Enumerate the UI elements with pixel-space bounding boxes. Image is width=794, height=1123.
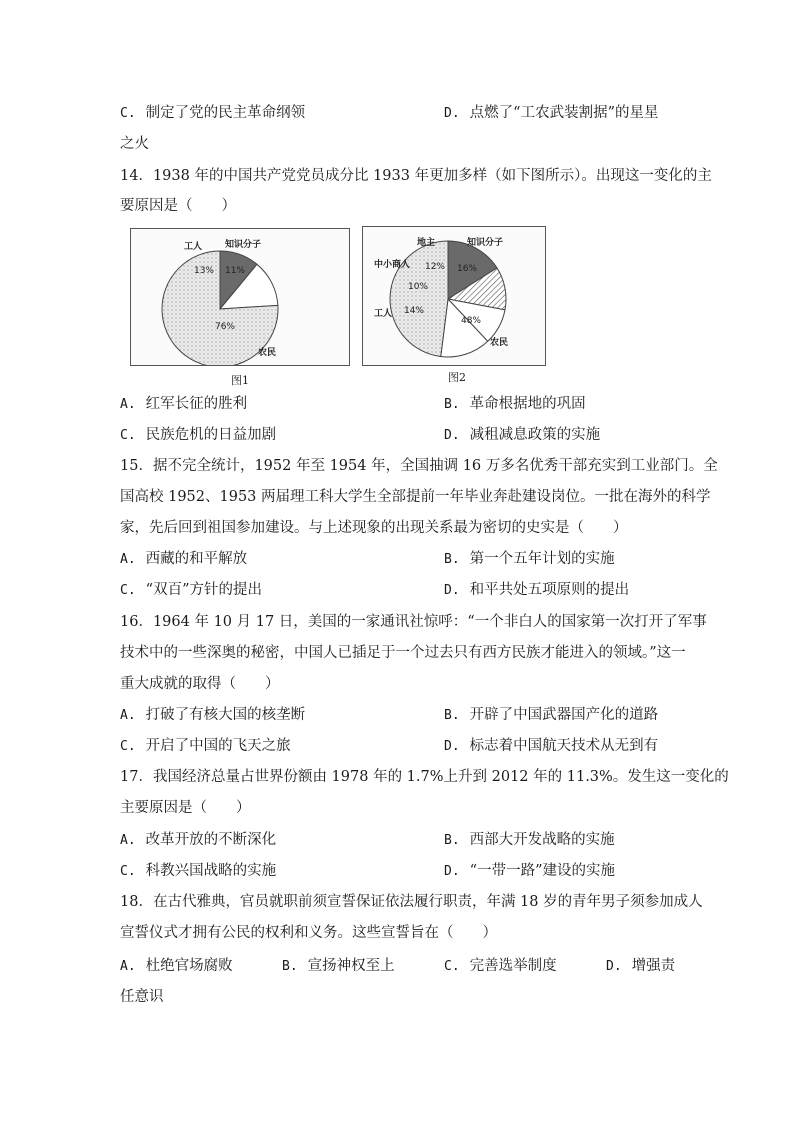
q13-option-d: [444, 103, 658, 124]
q14-option-b: [444, 394, 586, 415]
pie-percent-label: 12%: [424, 262, 446, 272]
option-text: 点燃了“工农武装割据”的星星: [469, 105, 659, 121]
q13-option-d-continuation: 之火: [120, 136, 149, 152]
q16-option-c: [120, 736, 291, 757]
option-text: “一带一路”建设的实施: [469, 863, 615, 879]
q17-stem-line-2: 主要原因是（ ）: [120, 800, 251, 816]
q16-stem-line-3: 重大成就的取得（ ）: [120, 676, 280, 692]
pie-category-label: 知识分子: [224, 240, 262, 250]
option-text: 打破了有核大国的核垄断: [145, 707, 306, 723]
q14-option-a: [120, 394, 247, 415]
option-letter: D.: [444, 106, 460, 121]
pie-percent-label: 11%: [224, 266, 246, 276]
option-letter: A.: [120, 959, 136, 974]
q17-option-b: [444, 830, 615, 851]
figure-1-box: [130, 228, 350, 366]
option-letter: D.: [606, 959, 622, 974]
q15-option-c: [120, 580, 262, 601]
option-text: 革命根据地的巩固: [469, 396, 586, 412]
q16-option-a: [120, 705, 305, 726]
option-letter: C.: [120, 739, 136, 754]
q15-option-a: [120, 549, 247, 570]
option-letter: D.: [444, 428, 460, 443]
q16-stem-line-2: 技术中的一些深奥的秘密，中国人已插足于一个过去只有西方民族才能进入的领域。”这一: [120, 645, 686, 661]
q14-stem-line-2: 要原因是（ ）: [120, 198, 236, 214]
q15-option-b: [444, 549, 615, 570]
option-text: 科教兴国战略的实施: [145, 863, 277, 879]
q18-stem-line-1: 18．在古代雅典，官员就职前须宣誓保证依法履行职责，年满 18 岁的青年男子须参加成人: [120, 894, 703, 910]
q16-stem-line-1: 16．1964 年 10 月 17 日，美国的一家通讯社惊呼：“一个非白人的国家第一次打开了军事: [120, 614, 707, 630]
pie-category-label: 知识分子: [466, 238, 504, 248]
option-text: 民族危机的日益加剧: [145, 427, 277, 443]
option-letter: C.: [120, 428, 136, 443]
option-text: 西藏的和平解放: [145, 551, 248, 567]
q15-stem-line-2: 国高校 1952、1953 两届理工科大学生全部提前一年毕业奔赴建设岗位。一批在海外的科学: [120, 489, 711, 505]
pie-category-label: 农民: [489, 338, 509, 348]
pie-category-label: 农民: [257, 348, 277, 358]
option-text: 标志着中国航天技术从无到有: [469, 738, 659, 754]
option-letter: C.: [120, 864, 136, 879]
option-text: 增强责: [631, 958, 676, 974]
pie-2-slices: [390, 241, 509, 357]
q18-option-a: [120, 956, 233, 977]
option-letter: A.: [120, 708, 136, 723]
option-text: 红军长征的胜利: [145, 396, 248, 412]
option-letter: B.: [282, 959, 298, 974]
pie-chart-2: [363, 227, 545, 365]
option-text: 减租减息政策的实施: [469, 427, 601, 443]
option-letter: D.: [444, 583, 460, 598]
pie-percent-label: 76%: [214, 322, 236, 332]
option-text: 杜绝官场腐败: [145, 958, 233, 974]
pie-percent-label: 48%: [460, 316, 482, 326]
pie-percent-label: 16%: [456, 264, 478, 274]
option-letter: C.: [120, 106, 136, 121]
q14-stem-line-1: 14．1938 年的中国共产党党员成分比 1933 年更加多样（如下图所示）。出现这一变化的主: [120, 168, 712, 184]
option-text: “双百”方针的提出: [145, 582, 262, 598]
q13-option-c: [120, 103, 305, 124]
option-text: 宣扬神权至上: [307, 958, 395, 974]
option-letter: D.: [444, 864, 460, 879]
q18-option-d: [606, 956, 675, 977]
pie-percent-label: 10%: [407, 282, 429, 292]
option-letter: D.: [444, 739, 460, 754]
option-text: 第一个五年计划的实施: [469, 551, 615, 567]
q18-option-b: [282, 956, 395, 977]
pie-slice-5: [390, 241, 448, 357]
figure-1-caption: 图1: [231, 374, 249, 387]
pie-category-label: 工人: [183, 242, 203, 252]
q18-option-c: [444, 956, 557, 977]
option-letter: B.: [444, 708, 460, 723]
q17-option-a: [120, 830, 276, 851]
q14-option-c: [120, 425, 276, 446]
option-letter: B.: [444, 833, 460, 848]
q17-option-c: [120, 861, 276, 882]
option-letter: B.: [444, 552, 460, 567]
q15-stem-line-1: 15．据不完全统计，1952 年至 1954 年，全国抽调 16 万多名优秀干部充实到工业部门。全: [120, 458, 718, 474]
q18-stem-line-2: 宣誓仪式才拥有公民的权利和义务。这些宣誓旨在（ ）: [120, 925, 497, 941]
option-text: 改革开放的不断深化: [145, 832, 277, 848]
figure-2-caption: 图2: [448, 371, 466, 384]
q14-option-d: [444, 425, 600, 446]
q16-option-b: [444, 705, 658, 726]
q18-option-d-continuation: 任意识: [120, 989, 164, 1005]
pie-category-label: 中小商人: [373, 260, 411, 270]
q16-option-d: [444, 736, 658, 757]
pie-chart-1: [131, 229, 349, 365]
option-text: 开辟了中国武器国产化的道路: [469, 707, 659, 723]
option-text: 完善选举制度: [469, 958, 557, 974]
pie-category-label: 工人: [373, 309, 393, 319]
option-text: 和平共处五项原则的提出: [469, 582, 630, 598]
option-letter: A.: [120, 833, 136, 848]
option-letter: A.: [120, 552, 136, 567]
option-letter: A.: [120, 397, 136, 412]
figure-2-box: [362, 226, 546, 366]
q17-option-d: [444, 861, 615, 882]
option-letter: B.: [444, 397, 460, 412]
option-text: 开启了中国的飞天之旅: [145, 738, 291, 754]
q15-option-d: [444, 580, 629, 601]
option-letter: C.: [444, 959, 460, 974]
option-letter: C.: [120, 583, 136, 598]
q17-stem-line-1: 17．我国经济总量占世界份额由 1978 年的 1.7%上升到 2012 年的 11.3%。发生这一变化的: [120, 769, 729, 785]
option-text: 制定了党的民主革命纲领: [145, 105, 306, 121]
option-text: 西部大开发战略的实施: [469, 832, 615, 848]
pie-percent-label: 14%: [403, 306, 425, 316]
q15-stem-line-3: 家，先后回到祖国参加建设。与上述现象的出现关系最为密切的史实是（ ）: [120, 520, 628, 536]
pie-category-label: 地主: [416, 238, 436, 248]
pie-percent-label: 13%: [193, 266, 215, 276]
